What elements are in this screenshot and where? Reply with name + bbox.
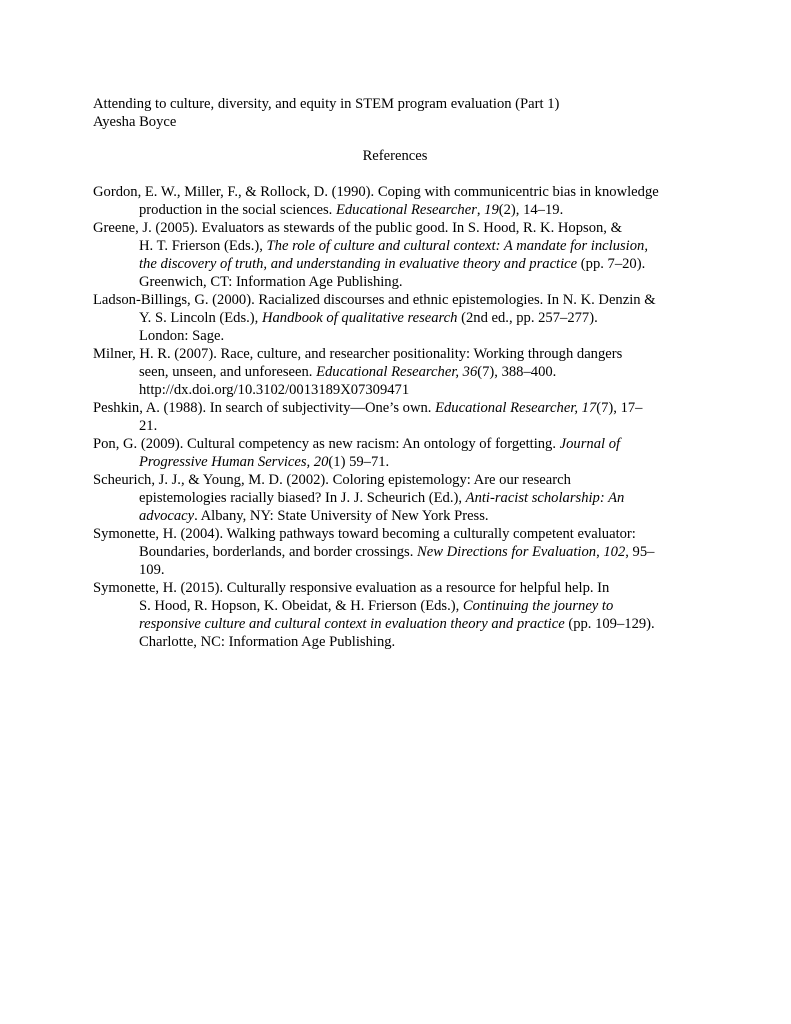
reference-italic-text: Continuing the journey to (462, 598, 614, 614)
reference-line (93, 453, 703, 471)
reference-entry (93, 291, 703, 345)
reference-line (93, 435, 703, 453)
reference-italic-text: New Directions for Evaluation (417, 544, 597, 560)
reference-text: (2), 14–19. (498, 202, 564, 218)
reference-text: Pon, G. (2009). Cultural competency as new racism: An ontology of forgetting. (93, 436, 560, 452)
reference-italic-text: Journal of (559, 436, 621, 452)
reference-text: (2nd ed., pp. 257–277). (457, 310, 598, 326)
reference-text: London: Sage. (139, 328, 225, 344)
reference-text: Peshkin, A. (1988). In search of subjectivity—One’s own. (93, 400, 436, 416)
reference-italic-text: Educational Researcher, 36 (316, 364, 478, 380)
reference-text: , 95– (625, 544, 655, 560)
reference-italic-text: Educational Researcher, 17 (435, 400, 597, 416)
reference-line (93, 525, 703, 543)
reference-line (93, 237, 703, 255)
reference-text: (7), 388–400. (477, 364, 557, 380)
reference-italic-text: 19 (484, 202, 499, 218)
reference-italic-text: advocacy (139, 508, 195, 524)
reference-text: Boundaries, borderlands, and border crossings. (139, 544, 418, 560)
document-title: Attending to culture, diversity, and equity in STEM program evaluation (Part 1) (93, 96, 560, 112)
reference-text: Charlotte, NC: Information Age Publishing. (139, 634, 396, 650)
reference-text: (1) 59–71. (328, 454, 390, 470)
reference-italic-text: Anti-racist scholarship: An (465, 490, 625, 506)
reference-line (93, 381, 703, 399)
reference-line (93, 399, 703, 417)
reference-italic-text: Handbook of qualitative research (261, 310, 458, 326)
reference-entry (93, 525, 703, 579)
reference-text: 109. (139, 562, 165, 578)
document-page (93, 95, 703, 651)
reference-text: (pp. 109–129). (564, 616, 655, 632)
reference-text: , (596, 544, 604, 560)
reference-line (93, 345, 703, 363)
reference-line (93, 471, 703, 489)
reference-line (93, 363, 703, 381)
reference-line (93, 309, 703, 327)
reference-line (93, 291, 703, 309)
reference-line (93, 579, 703, 597)
reference-line (93, 561, 703, 579)
reference-entry (93, 435, 703, 471)
reference-italic-text: The role of culture and cultural context: A mandate for inclusion, (266, 238, 648, 254)
reference-line (93, 201, 703, 219)
document-author: Ayesha Boyce (93, 114, 177, 130)
reference-entry (93, 345, 703, 399)
reference-entry (93, 579, 703, 651)
reference-line (93, 273, 703, 291)
reference-text: production in the social sciences. (139, 202, 336, 218)
reference-text: http://dx.doi.org/10.3102/0013189X07309471 (139, 382, 410, 398)
reference-text: Y. S. Lincoln (Eds.), (139, 310, 262, 326)
reference-line (93, 489, 703, 507)
reference-text: (pp. 7–20). (577, 256, 646, 272)
reference-text: Gordon, E. W., Miller, F., & Rollock, D. (1990). Coping with communicentric bias in knowledge (93, 184, 659, 200)
reference-italic-text: responsive culture and cultural context in evaluation theory and practice (139, 616, 565, 632)
reference-text: , (476, 202, 485, 218)
reference-line (93, 219, 703, 237)
reference-line (93, 507, 703, 525)
reference-line (93, 615, 703, 633)
reference-italic-text: the discovery of truth, and understanding in evaluative theory and practice (139, 256, 578, 272)
reference-line (93, 597, 703, 615)
reference-text: Greene, J. (2005). Evaluators as stewards of the public good. In S. Hood, R. K. Hopson, & (93, 220, 622, 236)
reference-text: S. Hood, R. Hopson, K. Obeidat, & H. Frierson (Eds.), (139, 598, 463, 614)
reference-text: Ladson-Billings, G. (2000). Racialized discourses and ethnic epistemologies. In N. K. Denzin & (93, 292, 656, 308)
reference-line (93, 255, 703, 273)
reference-text: 21. (139, 418, 158, 434)
reference-entry (93, 183, 703, 219)
reference-line (93, 633, 703, 651)
reference-entry (93, 399, 703, 435)
reference-text: epistemologies racially biased? In J. J. Scheurich (Ed.), (139, 490, 466, 506)
reference-text: (7), 17– (596, 400, 643, 416)
reference-text: Greenwich, CT: Information Age Publishing. (139, 274, 403, 290)
reference-text: Symonette, H. (2004). Walking pathways toward becoming a culturally competent evaluator: (93, 526, 636, 542)
reference-text: . Albany, NY: State University of New York Press. (194, 508, 489, 524)
reference-line (93, 183, 703, 201)
reference-list (93, 183, 703, 651)
reference-line (93, 417, 703, 435)
reference-text: H. T. Frierson (Eds.), (139, 238, 267, 254)
reference-italic-text: 102 (603, 544, 626, 560)
reference-text: Symonette, H. (2015). Culturally responsive evaluation as a resource for helpful help. In (93, 580, 610, 596)
reference-entry (93, 219, 703, 291)
reference-line (93, 327, 703, 345)
reference-text: Milner, H. R. (2007). Race, culture, and researcher positionality: Working through dangers (93, 346, 623, 362)
reference-italic-text: Educational Researcher (335, 202, 477, 218)
reference-italic-text: Progressive Human Services, 20 (139, 454, 329, 470)
references-heading: References (362, 148, 428, 164)
reference-text: seen, unseen, and unforeseen. (139, 364, 317, 380)
reference-line (93, 543, 703, 561)
reference-text: Scheurich, J. J., & Young, M. D. (2002). Coloring epistemology: Are our research (93, 472, 571, 488)
reference-entry (93, 471, 703, 525)
